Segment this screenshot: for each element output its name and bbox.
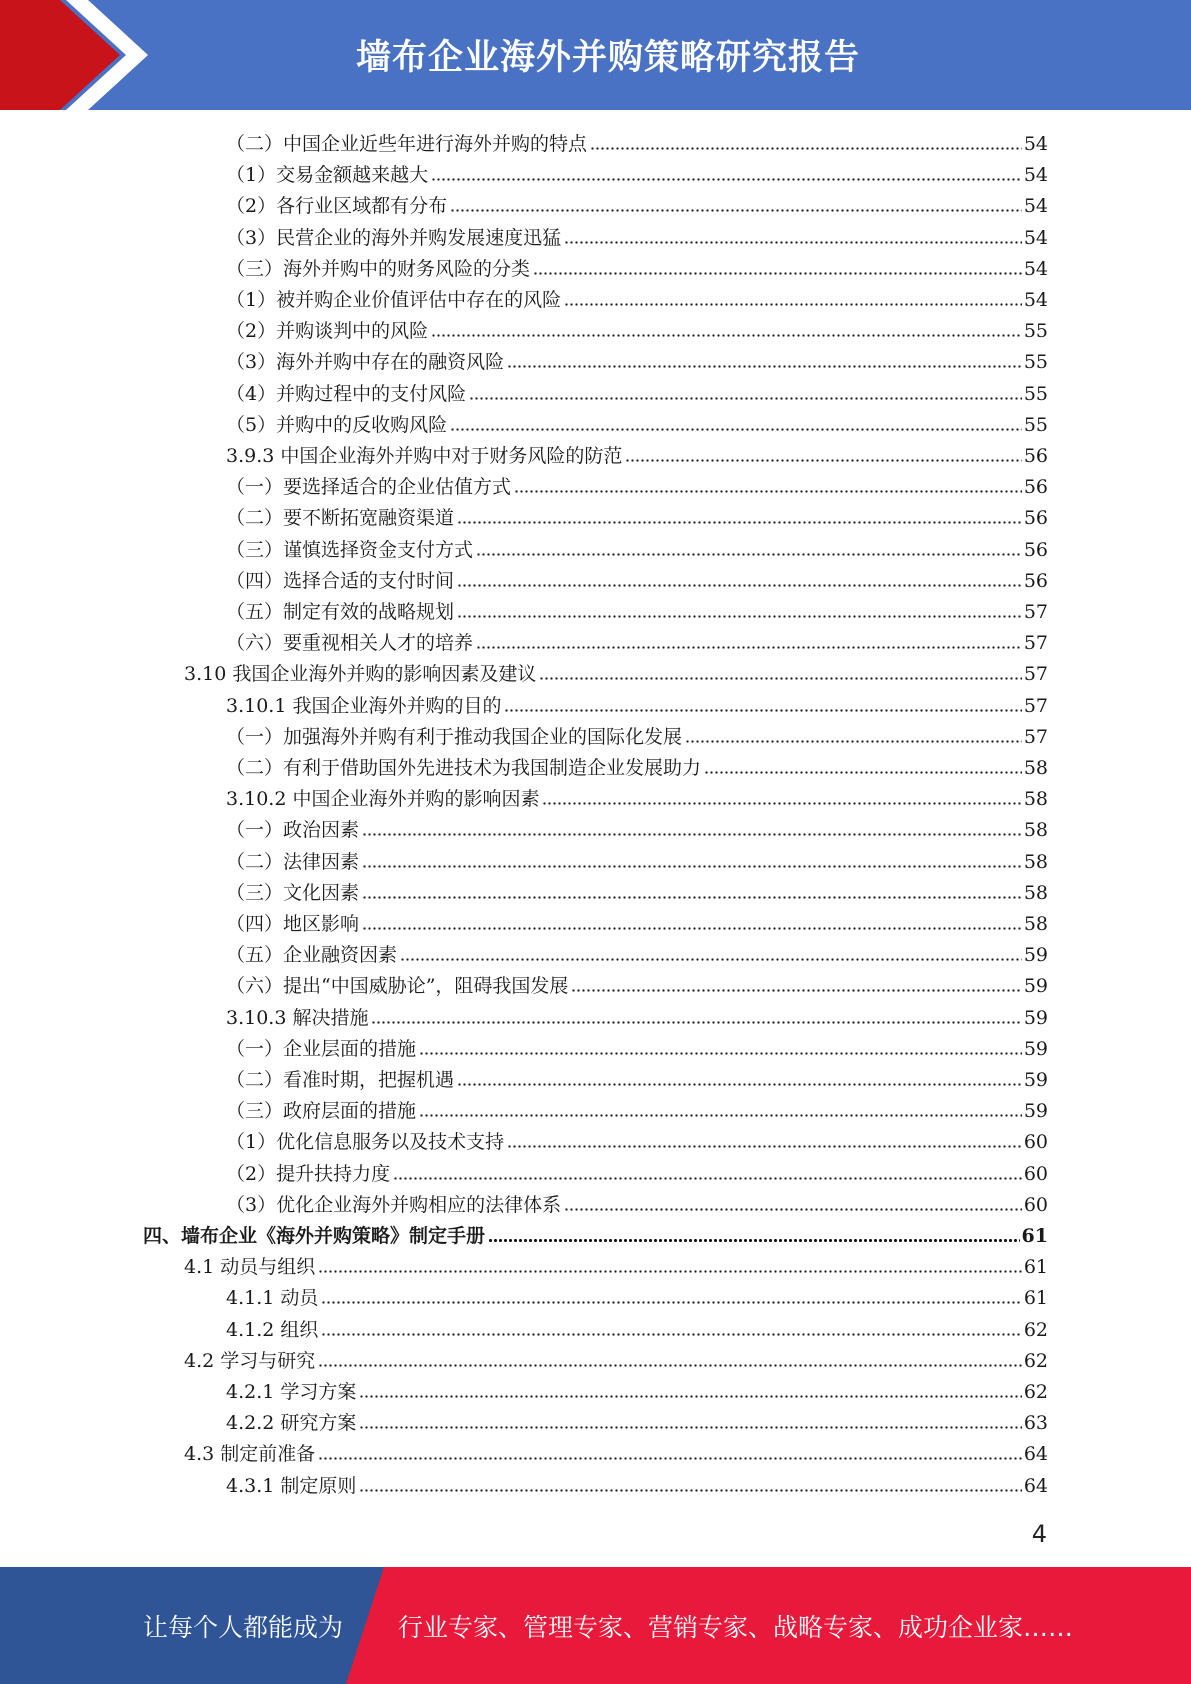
toc-entry-label: （5）并购中的反收购风险 — [226, 413, 448, 436]
toc-entry-page: 56 — [1023, 538, 1048, 561]
toc-entry[interactable] — [226, 875, 1048, 906]
toc-entry-label: （六）提出“中国威胁论”，阻碍我国发展 — [226, 975, 569, 998]
toc-entry-page: 54 — [1023, 226, 1048, 249]
toc-entry-label: 4.2 学习与研究 — [184, 1349, 316, 1372]
page-number: 4 — [1031, 1520, 1047, 1548]
toc-dot-leader — [419, 1051, 1022, 1056]
toc-entry-page: 58 — [1023, 850, 1048, 873]
toc-entry[interactable] — [226, 968, 1048, 999]
toc-entry-label: （3）民营企业的海外并购发展速度迅猛 — [226, 226, 562, 249]
toc-dot-leader — [564, 1207, 1022, 1212]
toc-dot-leader — [400, 957, 1022, 962]
toc-entry-page: 61 — [1021, 1225, 1048, 1247]
toc-dot-leader — [457, 583, 1022, 588]
toc-dot-leader — [321, 1300, 1021, 1305]
toc-dot-leader — [542, 801, 1021, 806]
toc-dot-leader — [488, 1238, 1020, 1243]
toc-entry-label: 4.2.2 研究方案 — [226, 1412, 357, 1435]
toc-entry-label: （一）企业层面的措施 — [226, 1037, 417, 1060]
toc-entry-label: （3）海外并购中存在的融资风险 — [226, 351, 505, 374]
toc-entry[interactable] — [226, 126, 1048, 157]
toc-entry-label: 4.1.2 组织 — [226, 1318, 319, 1341]
toc-dot-leader — [457, 1082, 1022, 1087]
toc-entry[interactable] — [226, 157, 1048, 188]
toc-entry-label: 3.10 我国企业海外并购的影响因素及建议 — [184, 663, 537, 686]
toc-entry[interactable] — [226, 1187, 1048, 1218]
toc-dot-leader — [476, 552, 1022, 557]
toc-entry-label: （1）优化信息服务以及技术支持 — [226, 1131, 505, 1154]
toc-entry-label: 3.10.2 中国企业海外并购的影响因素 — [226, 788, 540, 811]
toc-entry-page: 64 — [1023, 1443, 1048, 1466]
toc-entry-page: 57 — [1023, 663, 1048, 686]
footer-slogan-right: 行业专家、管理专家、营销专家、战略专家、成功企业家…… — [398, 1612, 1074, 1642]
toc-entry[interactable] — [226, 937, 1048, 968]
toc-entry-label: （1）被并购企业价值评估中存在的风险 — [226, 289, 562, 311]
toc-entry-page: 57 — [1023, 725, 1048, 748]
toc-entry[interactable] — [226, 313, 1048, 344]
toc-entry[interactable] — [226, 1374, 1048, 1405]
toc-dot-leader — [321, 1332, 1021, 1337]
toc-entry-label: 3.10.1 我国企业海外并购的目的 — [226, 694, 502, 717]
toc-entry[interactable] — [226, 376, 1048, 407]
toc-entry-page: 54 — [1023, 133, 1048, 155]
toc-dot-leader — [564, 302, 1022, 307]
toc-entry-page: 56 — [1023, 445, 1048, 467]
toc-entry[interactable] — [226, 469, 1048, 500]
toc-entry[interactable] — [226, 500, 1048, 531]
toc-entry-label: （二）要不断拓宽融资渠道 — [226, 507, 455, 530]
toc-entry-label: 4.1.1 动员 — [226, 1287, 319, 1310]
toc-entry-page: 56 — [1023, 476, 1048, 499]
toc-entry[interactable] — [226, 1000, 1048, 1031]
toc-entry-label: （五）制定有效的战略规划 — [226, 601, 455, 623]
toc-entry[interactable] — [226, 750, 1048, 781]
toc-entry-label: （五）企业融资因素 — [226, 944, 398, 967]
toc-entry-page: 57 — [1023, 694, 1048, 717]
toc-dot-leader — [514, 489, 1022, 494]
toc-entry-label: 3.9.3 中国企业海外并购中对于财务风险的防范 — [226, 445, 623, 467]
toc-dot-leader — [571, 988, 1021, 993]
toc-entry[interactable] — [226, 625, 1048, 656]
toc-entry-label: （2）并购谈判中的风险 — [226, 320, 429, 343]
toc-entry[interactable] — [226, 1062, 1048, 1093]
toc-dot-leader — [318, 1456, 1022, 1461]
toc-entry[interactable] — [184, 1249, 1048, 1280]
toc-dot-leader — [431, 333, 1022, 338]
toc-dot-leader — [450, 208, 1022, 213]
toc-dot-leader — [564, 240, 1022, 245]
toc-dot-leader — [625, 458, 1021, 463]
toc-dot-leader — [504, 708, 1021, 713]
toc-entry[interactable] — [226, 1156, 1048, 1187]
toc-dot-leader — [450, 427, 1022, 432]
toc-entry-label: （4）并购过程中的支付风险 — [226, 382, 467, 405]
footer-slogan-left: 让每个人都能成为 — [143, 1612, 344, 1642]
toc-entry-page: 54 — [1023, 289, 1048, 311]
toc-entry[interactable] — [226, 594, 1048, 625]
toc-entry-page: 58 — [1023, 881, 1048, 904]
toc-entry[interactable] — [226, 251, 1048, 282]
toc-entry-page: 60 — [1023, 1131, 1048, 1154]
toc-entry-label: （一）加强海外并购有利于推动我国企业的国际化发展 — [226, 725, 683, 748]
toc-entry[interactable] — [184, 1343, 1048, 1374]
toc-entry-label: （2）各行业区域都有分布 — [226, 195, 448, 218]
toc-entry-label: （三）海外并购中的财务风险的分类 — [226, 257, 531, 280]
toc-entry-label: （二）有利于借助国外先进技术为我国制造企业发展助力 — [226, 757, 702, 779]
toc-entry-page: 54 — [1023, 164, 1048, 187]
toc-entry-label: （三）文化因素 — [226, 881, 360, 904]
toc-entry[interactable] — [226, 344, 1048, 375]
toc-entry[interactable] — [226, 1405, 1048, 1436]
toc-entry-label: （四）地区影响 — [226, 913, 360, 935]
toc-entry[interactable] — [226, 282, 1048, 313]
toc-entry-page: 59 — [1023, 944, 1048, 967]
toc-entry-label: （六）要重视相关人才的培养 — [226, 632, 474, 655]
toc-entry-label: （1）交易金额越来越大 — [226, 164, 429, 187]
toc-dot-leader — [362, 895, 1022, 900]
toc-entry[interactable] — [226, 1312, 1048, 1343]
toc-entry-label: 4.2.1 学习方案 — [226, 1381, 357, 1403]
toc-dot-leader — [359, 1488, 1021, 1493]
toc-entry-label: 4.3 制定前准备 — [184, 1443, 316, 1466]
toc-entry-page: 58 — [1023, 913, 1048, 935]
toc-entry-page: 57 — [1023, 601, 1048, 623]
toc-entry-page: 58 — [1023, 819, 1048, 842]
toc-entry-page: 59 — [1023, 1100, 1048, 1123]
toc-dot-leader — [469, 396, 1022, 401]
toc-entry-label: （三）政府层面的措施 — [226, 1100, 417, 1123]
toc-entry[interactable] — [226, 407, 1048, 438]
toc-entry-label: （一）政治因素 — [226, 819, 360, 842]
toc-entry-page: 54 — [1023, 257, 1048, 280]
toc-entry[interactable] — [226, 438, 1048, 469]
toc-entry-page: 62 — [1023, 1349, 1048, 1372]
toc-entry-page: 58 — [1023, 788, 1048, 811]
toc-entry-label: （二）中国企业近些年进行海外并购的特点 — [226, 133, 588, 155]
toc-entry[interactable] — [226, 781, 1048, 812]
toc-entry-page: 59 — [1023, 1037, 1048, 1060]
toc-dot-leader — [704, 770, 1022, 775]
toc-dot-leader — [393, 1176, 1022, 1181]
toc-entry-page: 55 — [1023, 320, 1048, 343]
toc-dot-leader — [507, 1144, 1022, 1149]
toc-entry-page: 62 — [1023, 1318, 1048, 1341]
toc-entry-label: （二）看准时期，把握机遇 — [226, 1069, 455, 1091]
toc-entry[interactable] — [226, 1093, 1048, 1124]
toc-entry-page: 61 — [1023, 1287, 1048, 1310]
toc-entry-page: 62 — [1023, 1381, 1048, 1403]
toc-entry[interactable] — [143, 1218, 1048, 1249]
toc-entry[interactable] — [184, 656, 1048, 687]
toc-entry-page: 60 — [1023, 1193, 1048, 1216]
toc-entry-page: 59 — [1023, 975, 1048, 998]
toc-entry-label: （3）优化企业海外并购相应的法律体系 — [226, 1193, 562, 1216]
toc-entry[interactable] — [226, 1031, 1048, 1062]
toc-dot-leader — [590, 146, 1022, 151]
toc-dot-leader — [431, 177, 1022, 182]
toc-entry[interactable] — [226, 719, 1048, 750]
toc-entry-page: 63 — [1023, 1412, 1048, 1435]
toc-entry-page: 56 — [1023, 569, 1048, 592]
toc-dot-leader — [419, 1113, 1022, 1118]
toc-entry-page: 55 — [1023, 382, 1048, 405]
toc-entry-page: 54 — [1023, 195, 1048, 218]
toc-dot-leader — [362, 864, 1022, 869]
toc-entry-page: 61 — [1023, 1256, 1048, 1279]
toc-dot-leader — [362, 832, 1022, 837]
toc-entry-page: 56 — [1023, 507, 1048, 530]
toc-dot-leader — [318, 1269, 1022, 1274]
toc-entry-page: 55 — [1023, 413, 1048, 436]
toc-dot-leader — [318, 1363, 1022, 1368]
toc-dot-leader — [457, 520, 1022, 525]
toc-entry-label: （一）要选择适合的企业估值方式 — [226, 476, 512, 499]
toc-entry[interactable] — [226, 532, 1048, 563]
toc-entry-page: 60 — [1023, 1162, 1048, 1185]
toc-entry-page: 58 — [1023, 757, 1048, 779]
toc-entry-label: （2）提升扶持力度 — [226, 1162, 391, 1185]
toc-entry-page: 57 — [1023, 632, 1048, 655]
toc-entry[interactable] — [226, 220, 1048, 251]
toc-entry[interactable] — [226, 1280, 1048, 1311]
toc-entry[interactable] — [226, 1468, 1048, 1499]
toc-dot-leader — [359, 1425, 1021, 1430]
toc-dot-leader — [507, 364, 1022, 369]
toc-entry-label: 四、墙布企业《海外并购策略》制定手册 — [143, 1225, 486, 1247]
toc-entry-label: （二）法律因素 — [226, 850, 360, 873]
toc-dot-leader — [533, 271, 1022, 276]
toc-entry-label: （三）谨慎选择资金支付方式 — [226, 538, 474, 561]
report-title: 墙布企业海外并购策略研究报告 — [355, 38, 860, 78]
toc-entry[interactable] — [226, 844, 1048, 875]
toc-entry-label: 4.3.1 制定原则 — [226, 1474, 357, 1497]
toc-dot-leader — [362, 926, 1022, 931]
toc-entry[interactable] — [226, 188, 1048, 219]
toc-entry-page: 59 — [1023, 1006, 1048, 1029]
toc-dot-leader — [359, 1394, 1021, 1399]
footer-band — [0, 1567, 1191, 1684]
toc-dot-leader — [457, 614, 1022, 619]
toc-dot-leader — [371, 1020, 1021, 1025]
toc-entry-label: 4.1 动员与组织 — [184, 1256, 316, 1279]
toc-entry[interactable] — [226, 688, 1048, 719]
toc-entry[interactable] — [226, 563, 1048, 594]
toc-entry[interactable] — [226, 906, 1048, 937]
toc-entry-label: 3.10.3 解决措施 — [226, 1006, 369, 1029]
toc-entry[interactable] — [226, 812, 1048, 843]
toc-dot-leader — [685, 739, 1022, 744]
toc-entry-page: 59 — [1023, 1069, 1048, 1091]
report-header — [0, 0, 1191, 110]
toc-entry[interactable] — [226, 1124, 1048, 1155]
toc-entry-label: （四）选择合适的支付时间 — [226, 569, 455, 592]
toc-entry-page: 55 — [1023, 351, 1048, 374]
toc-dot-leader — [476, 645, 1022, 650]
toc-entry-page: 64 — [1023, 1474, 1048, 1497]
toc-entry[interactable] — [184, 1436, 1048, 1467]
toc-dot-leader — [539, 676, 1021, 681]
